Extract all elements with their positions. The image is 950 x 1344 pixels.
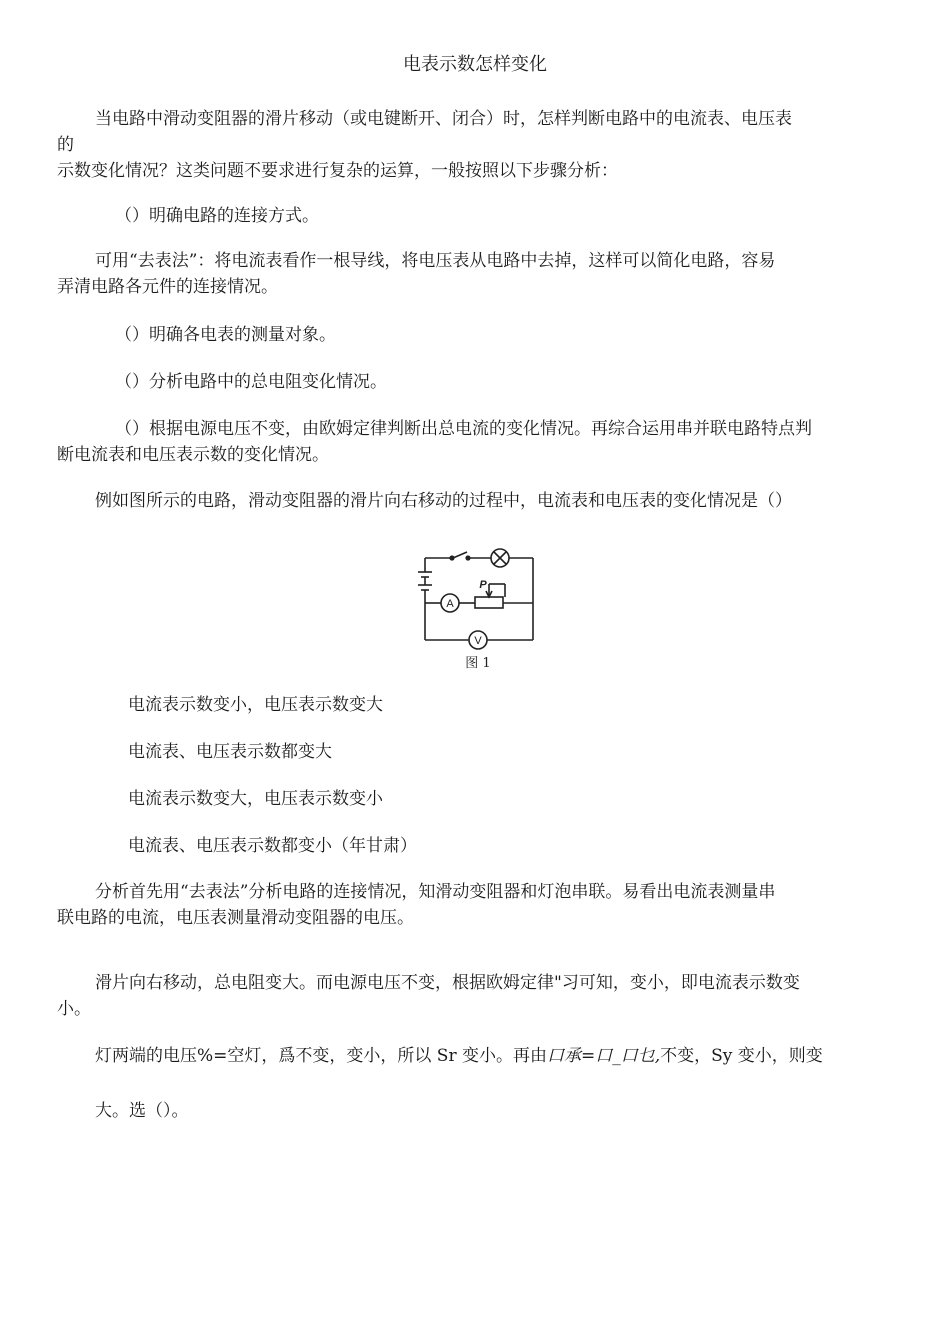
intro-line-2: 的 [57, 135, 74, 155]
step-4-line-1: （）根据电源电压不变，由欧姆定律判断出总电流的变化情况。再综合运用串并联电路特点判 [115, 419, 812, 439]
slide-paragraph [57, 970, 892, 1022]
option-b: 电流表、电压表示数都变大 [128, 742, 332, 762]
step-1: （）明确电路的连接方式。 [115, 206, 319, 226]
lamp-formula: 口承=口_口乜, [546, 1046, 661, 1066]
step-2: （）明确各电表的测量对象。 [115, 325, 336, 345]
option-d: 电流表、电压表示数都变小（年甘肃） [128, 836, 417, 856]
method-line-2: 弄清电路各元件的连接情况。 [57, 277, 278, 297]
analysis-line-1: 分析首先用“去表法”分析电路的连接情况，知滑动变阻器和灯泡串联。易看出电流表测量串 [95, 882, 776, 902]
method-paragraph [57, 248, 892, 300]
step-4-paragraph [57, 416, 892, 468]
switch-blade [453, 552, 467, 558]
figure-caption: 图 1 [465, 656, 491, 671]
switch-contact-right [466, 556, 470, 560]
analysis-line-2: 联电路的电流，电压表测量滑动变阻器的电压。 [57, 908, 414, 928]
slide-line-2: 小。 [57, 999, 91, 1019]
option-a: 电流表示数变小，电压表示数变大 [128, 695, 383, 715]
intro-line-1: 当电路中滑动变阻器的滑片移动（或电键断开、闭合）时，怎样判断电路中的电流表、电压表 [95, 109, 792, 129]
slider-label: P [479, 579, 487, 591]
option-c: 电流表示数变大，电压表示数变小 [128, 789, 383, 809]
circuit-diagram [405, 540, 545, 675]
lamp-text-2: 不变，Sy 变小，则变 [660, 1046, 823, 1066]
conclusion: 大。选（）。 [95, 1101, 189, 1121]
method-line-1: 可用“去表法”：将电流表看作一根导线，将电压表从电路中去掉，这样可以简化电路，容易 [95, 251, 776, 271]
step-3: （）分析电路中的总电阻变化情况。 [115, 372, 387, 392]
lamp-text-1: 灯两端的电压%=空灯，爲不变，变小，所以 Sr 变小。再由 [95, 1046, 547, 1066]
page-title: 电表示数怎样变化 [403, 54, 547, 75]
ammeter-label: A [446, 598, 454, 610]
step-4-line-2: 断电流表和电压表示数的变化情况。 [57, 445, 329, 465]
lamp-paragraph [57, 1043, 892, 1069]
intro-line-3: 示数变化情况？这类问题不要求进行复杂的运算，一般按照以下步骤分析： [57, 161, 618, 181]
example-question: 例如图所示的电路，滑动变阻器的滑片向右移动的过程中，电流表和电压表的变化情况是（） [95, 491, 792, 511]
voltmeter-label: V [474, 635, 482, 647]
analysis-paragraph [57, 879, 892, 931]
slide-line-1: 滑片向右移动，总电阻变大。而电源电压不变，根据欧姆定律"习可知，变小，即电流表示数变 [95, 973, 800, 993]
intro-paragraph [57, 106, 892, 184]
